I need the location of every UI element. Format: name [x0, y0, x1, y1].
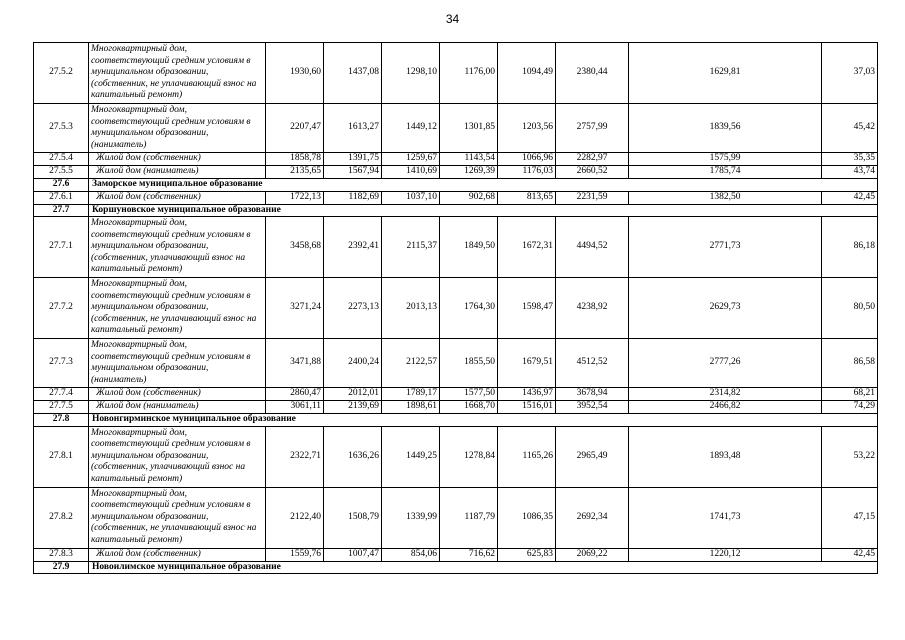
housing-type: Многоквартирный дом, соответствующий средним условиям в муниципальном образовании, (собственник, уплачивающий взнос на капитальный ремонт) [89, 217, 266, 278]
value-cell: 2122,57 [382, 339, 440, 388]
value-cell: 35,35 [822, 153, 878, 166]
housing-type: Жилой дом (наниматель) [89, 166, 266, 179]
section-row [34, 414, 878, 427]
table-row [34, 548, 878, 561]
value-cell: 1839,56 [629, 104, 822, 153]
housing-type: Многоквартирный дом, соответствующий средним условиям в муниципальном образовании, (собственник, уплачивающий взнос на капитальный ремонт) [89, 426, 266, 487]
value-cell: 1764,30 [440, 278, 498, 339]
value-cell: 1516,01 [498, 401, 556, 414]
table-row [34, 426, 878, 487]
value-cell: 86,18 [822, 217, 878, 278]
section-title: Заморское муниципальное образование [89, 179, 878, 192]
section-row [34, 179, 878, 192]
value-cell: 1449,12 [382, 104, 440, 153]
row-number: 27.8.1 [34, 426, 89, 487]
value-cell: 4238,92 [556, 278, 629, 339]
value-cell: 2207,47 [266, 104, 324, 153]
value-cell: 2380,44 [556, 43, 629, 104]
table-body [34, 43, 878, 574]
value-cell: 1301,85 [440, 104, 498, 153]
value-cell: 1789,17 [382, 388, 440, 401]
row-number: 27.5.5 [34, 166, 89, 179]
value-cell: 2322,71 [266, 426, 324, 487]
value-cell: 1722,13 [266, 191, 324, 204]
value-cell: 86,58 [822, 339, 878, 388]
value-cell: 2660,52 [556, 166, 629, 179]
housing-type: Жилой дом (наниматель) [89, 401, 266, 414]
value-cell: 3952,54 [556, 401, 629, 414]
value-cell: 1636,26 [324, 426, 382, 487]
value-cell: 42,45 [822, 191, 878, 204]
value-cell: 1037,10 [382, 191, 440, 204]
value-cell: 2400,24 [324, 339, 382, 388]
value-cell: 4512,52 [556, 339, 629, 388]
row-number: 27.7.1 [34, 217, 89, 278]
value-cell: 716,62 [440, 548, 498, 561]
housing-type: Жилой дом (собственник) [89, 153, 266, 166]
value-cell: 1269,39 [440, 166, 498, 179]
housing-type: Жилой дом (собственник) [89, 548, 266, 561]
value-cell: 1567,94 [324, 166, 382, 179]
row-number: 27.7.2 [34, 278, 89, 339]
row-number: 27.5.2 [34, 43, 89, 104]
table-row [34, 43, 878, 104]
value-cell: 1165,26 [498, 426, 556, 487]
value-cell: 37,03 [822, 43, 878, 104]
table-row [34, 278, 878, 339]
value-cell: 1893,48 [629, 426, 822, 487]
row-number: 27.7 [34, 204, 89, 217]
value-cell: 2013,13 [382, 278, 440, 339]
value-cell: 2466,82 [629, 401, 822, 414]
housing-type: Жилой дом (собственник) [89, 388, 266, 401]
housing-type: Жилой дом (собственник) [89, 191, 266, 204]
row-number: 27.8.3 [34, 548, 89, 561]
value-cell: 1679,51 [498, 339, 556, 388]
value-cell: 1259,67 [382, 153, 440, 166]
value-cell: 53,22 [822, 426, 878, 487]
value-cell: 68,21 [822, 388, 878, 401]
value-cell: 1182,69 [324, 191, 382, 204]
value-cell: 2231,59 [556, 191, 629, 204]
value-cell: 2860,47 [266, 388, 324, 401]
value-cell: 47,15 [822, 487, 878, 548]
section-title: Новонгирминское муниципальное образование [89, 414, 878, 427]
housing-type: Многоквартирный дом, соответствующий средним условиям в муниципальном образовании, (собственник, не уплачивающий взнос на капитальный ремонт) [89, 278, 266, 339]
value-cell: 2965,49 [556, 426, 629, 487]
row-number: 27.7.4 [34, 388, 89, 401]
value-cell: 813,65 [498, 191, 556, 204]
value-cell: 1741,73 [629, 487, 822, 548]
value-cell: 1629,81 [629, 43, 822, 104]
row-number: 27.5.3 [34, 104, 89, 153]
value-cell: 2012,01 [324, 388, 382, 401]
table-row [34, 191, 878, 204]
row-number: 27.7.3 [34, 339, 89, 388]
value-cell: 1176,03 [498, 166, 556, 179]
value-cell: 2757,99 [556, 104, 629, 153]
value-cell: 1559,76 [266, 548, 324, 561]
section-row [34, 561, 878, 574]
housing-type: Многоквартирный дом, соответствующий средним условиям в муниципальном образовании, (наниматель) [89, 104, 266, 153]
value-cell: 902,68 [440, 191, 498, 204]
value-cell: 2122,40 [266, 487, 324, 548]
value-cell: 1007,47 [324, 548, 382, 561]
value-cell: 2069,22 [556, 548, 629, 561]
table-row [34, 166, 878, 179]
table-row [34, 104, 878, 153]
table-row [34, 217, 878, 278]
table-row [34, 487, 878, 548]
value-cell: 1382,50 [629, 191, 822, 204]
value-cell: 1410,69 [382, 166, 440, 179]
value-cell: 1672,31 [498, 217, 556, 278]
value-cell: 2392,41 [324, 217, 382, 278]
value-cell: 1086,35 [498, 487, 556, 548]
row-number: 27.8 [34, 414, 89, 427]
housing-type: Многоквартирный дом, соответствующий средним условиям в муниципальном образовании, (наниматель) [89, 339, 266, 388]
table-row [34, 401, 878, 414]
value-cell: 1449,25 [382, 426, 440, 487]
value-cell: 2282,97 [556, 153, 629, 166]
value-cell: 3271,24 [266, 278, 324, 339]
value-cell: 3061,11 [266, 401, 324, 414]
value-cell: 1298,10 [382, 43, 440, 104]
value-cell: 854,06 [382, 548, 440, 561]
housing-type: Многоквартирный дом, соответствующий средним условиям в муниципальном образовании, (собственник, не уплачивающий взнос на капитальный ремонт) [89, 487, 266, 548]
section-title: Новоилимское муниципальное образование [89, 561, 878, 574]
value-cell: 1577,50 [440, 388, 498, 401]
page-number: 34 [445, 12, 460, 26]
value-cell: 1898,61 [382, 401, 440, 414]
value-cell: 1278,84 [440, 426, 498, 487]
value-cell: 1176,00 [440, 43, 498, 104]
value-cell: 3458,68 [266, 217, 324, 278]
value-cell: 3471,88 [266, 339, 324, 388]
row-number: 27.8.2 [34, 487, 89, 548]
value-cell: 3678,94 [556, 388, 629, 401]
value-cell: 2115,37 [382, 217, 440, 278]
value-cell: 1094,49 [498, 43, 556, 104]
value-cell: 43,74 [822, 166, 878, 179]
value-cell: 2771,73 [629, 217, 822, 278]
row-number: 27.7.5 [34, 401, 89, 414]
value-cell: 1855,50 [440, 339, 498, 388]
value-cell: 4494,52 [556, 217, 629, 278]
value-cell: 1339,99 [382, 487, 440, 548]
table-row [34, 339, 878, 388]
value-cell: 1598,47 [498, 278, 556, 339]
table-row [34, 388, 878, 401]
value-cell: 2777,26 [629, 339, 822, 388]
row-number: 27.5.4 [34, 153, 89, 166]
value-cell: 2629,73 [629, 278, 822, 339]
tariff-table [33, 42, 878, 574]
value-cell: 1437,08 [324, 43, 382, 104]
value-cell: 1391,75 [324, 153, 382, 166]
value-cell: 2139,69 [324, 401, 382, 414]
value-cell: 1930,60 [266, 43, 324, 104]
value-cell: 1849,50 [440, 217, 498, 278]
housing-type: Многоквартирный дом, соответствующий средним условиям в муниципальном образовании, (собственник, не уплачивающий взнос на капитальный ремонт) [89, 43, 266, 104]
value-cell: 1143,54 [440, 153, 498, 166]
value-cell: 42,45 [822, 548, 878, 561]
value-cell: 1220,12 [629, 548, 822, 561]
value-cell: 74,29 [822, 401, 878, 414]
row-number: 27.6.1 [34, 191, 89, 204]
value-cell: 1508,79 [324, 487, 382, 548]
row-number: 27.6 [34, 179, 89, 192]
value-cell: 45,42 [822, 104, 878, 153]
section-title: Коршуновское муниципальное образование [89, 204, 878, 217]
value-cell: 1575,99 [629, 153, 822, 166]
value-cell: 1187,79 [440, 487, 498, 548]
value-cell: 1066,96 [498, 153, 556, 166]
value-cell: 625,83 [498, 548, 556, 561]
value-cell: 1613,27 [324, 104, 382, 153]
value-cell: 2135,65 [266, 166, 324, 179]
section-row [34, 204, 878, 217]
value-cell: 2273,13 [324, 278, 382, 339]
value-cell: 2692,34 [556, 487, 629, 548]
value-cell: 2314,82 [629, 388, 822, 401]
value-cell: 1785,74 [629, 166, 822, 179]
value-cell: 1858,78 [266, 153, 324, 166]
table-row [34, 153, 878, 166]
row-number: 27.9 [34, 561, 89, 574]
value-cell: 1203,56 [498, 104, 556, 153]
value-cell: 80,50 [822, 278, 878, 339]
value-cell: 1436,97 [498, 388, 556, 401]
value-cell: 1668,70 [440, 401, 498, 414]
